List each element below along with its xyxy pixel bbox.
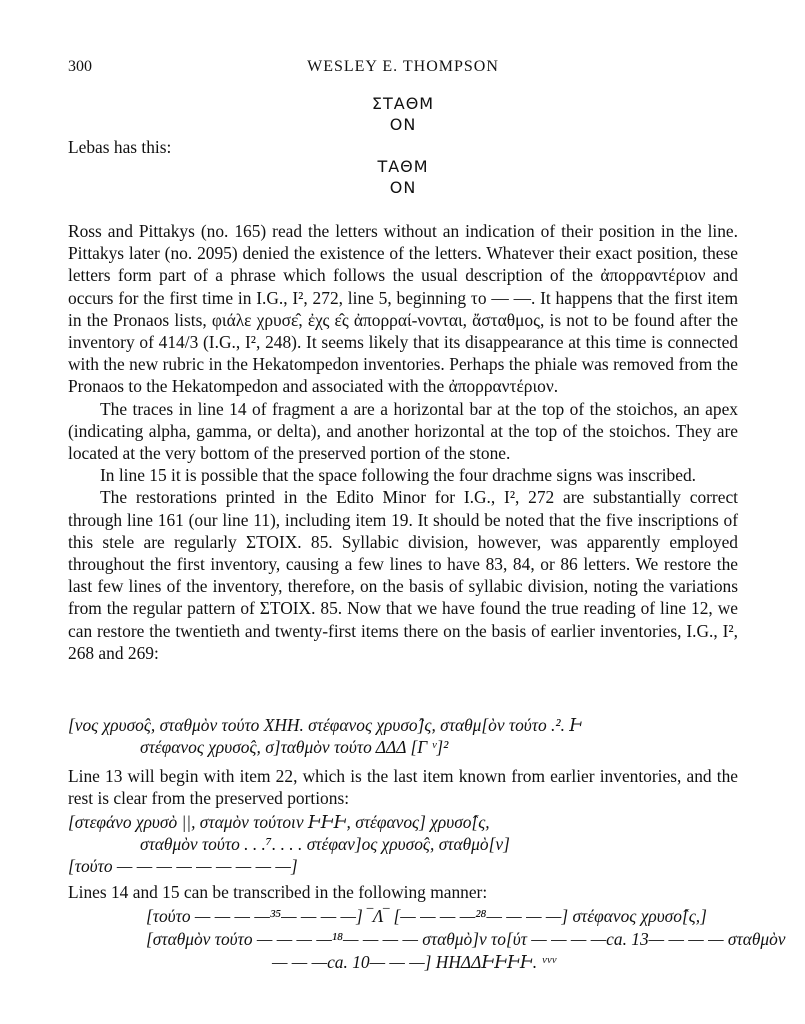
- lebas-reading-line2: ΟΝ: [389, 178, 417, 197]
- paragraph-line13: Line 13 will begin with item 22, which is the last item known from earlier inventories, and the rest is clear from the preserved portions:: [68, 766, 738, 809]
- transcription-c-line2: [σταθμὸν τούτο — — — —¹⁸— — — — σταθμὸ]ν το[ύτ — — — —ca. 13— — — — σταθμὸν: [146, 929, 786, 949]
- page-number: 300: [68, 58, 92, 75]
- paragraph-line14-15: Lines 14 and 15 can be transcribed in the following manner:: [68, 882, 488, 902]
- stone-reading-line1: ΣΤΑΘΜ: [371, 94, 435, 113]
- paragraph-traces-line14: The traces in line 14 of fragment a are a horizontal bar at the top of the stoichos, an apex (indicating alpha, gamma, or delta), and another horizontal at the top of the stoichos. They are located at the very bottom of the preserved portion of the stone.: [68, 398, 738, 464]
- transcription-a-line1: [νος χρυσο̂ς, σταθμὸν τούτο ΧΗΗ. στέφανος χρυσο̂]ς, σταθμ[ὸν τούτο .². Ͱ: [68, 715, 583, 735]
- paragraph-line15: In line 15 it is possible that the space following the four drachme signs was inscribed.: [100, 465, 696, 486]
- paragraph-ross-pittakys: Ross and Pittakys (no. 165) read the letters without an indication of their position in the line. Pittakys later (no. 2095) denied the existence of the letters. Whatever their exact position, these letters form part of a phrase which follows the usual description of the ἀπορραντέριον and occurs for the first time in I.G., I², 272, line 5, beginning το — —. It happens that the first item in the Pronaos lists, φιάλε χρυσε̂, ἐχς ε̂ς ἀπορραί-νονται, ἄσταθμος, is not to be found after the inventory of 414/3 (I.G., I², 248). It seems likely that its disappearance at this time is connected with the new rubric in the Hekatompedon inventories. Perhaps the phiale was removed from the Pronaos to the Hekatompedon and associated with the ἀπορραντέριον.: [68, 221, 738, 397]
- transcription-c-line1: [τούτο — — — —³⁵— — — —] ‾Λ‾ [— — — —²⁸— — — —] στέφανος χρυσο̂[ς,]: [146, 906, 707, 926]
- transcription-c-line3: — — —ca. 10— — —] ΗΗΔΔͰͰͰͰ. ᵛᵛᵛ: [272, 952, 557, 972]
- transcription-b-line2: σταθμὸν τούτο . . .⁷. . . . στέφαν]ος χρυσο̂ς, σταθμὸ[ν]: [140, 834, 510, 854]
- lebas-reading-line1: ΤΑΘΜ: [377, 157, 429, 176]
- transcription-b-line3: [τούτο — — — — — — — — —]: [68, 856, 298, 876]
- transcription-a-line2: στέφανος χρυσο̂ς, σ]ταθμὸν τούτο ΔΔΔ [Γ ᵛ]²: [140, 737, 449, 757]
- body-text: [68, 220, 738, 664]
- paragraph-restorations: The restorations printed in the Edito Minor for I.G., I², 272 are substantially correct through line 161 (our line 11), including item 19. It should be noted that the five inscriptions of this stele are regularly ΣΤΟΙΧ. 85. Syllabic division, however, was apparently employed throughout the first inventory, causing a few lines to have 83, 84, or 86 letters. We restore the last few lines of the inventory, therefore, on the basis of syllabic division, noting the variations from the regular pattern of ΣΤΟΙΧ. 85. Now that we have found the true reading of line 12, we can restore the twentieth and twenty-first items there on the basis of earlier inventories, I.G., I², 268 and 269:: [68, 487, 738, 663]
- stone-reading-line2: ΟΝ: [389, 115, 417, 134]
- running-header: [68, 58, 738, 78]
- transcription-b-line1: [στεφάνο χρυσὸ ||, σταμὸν τούτοιν ͰͰͰ, στέφανος] χρυσο̂[ς,: [68, 812, 490, 832]
- running-author: WESLEY E. THOMPSON: [307, 58, 499, 75]
- lebas-label: Lebas has this:: [68, 137, 172, 157]
